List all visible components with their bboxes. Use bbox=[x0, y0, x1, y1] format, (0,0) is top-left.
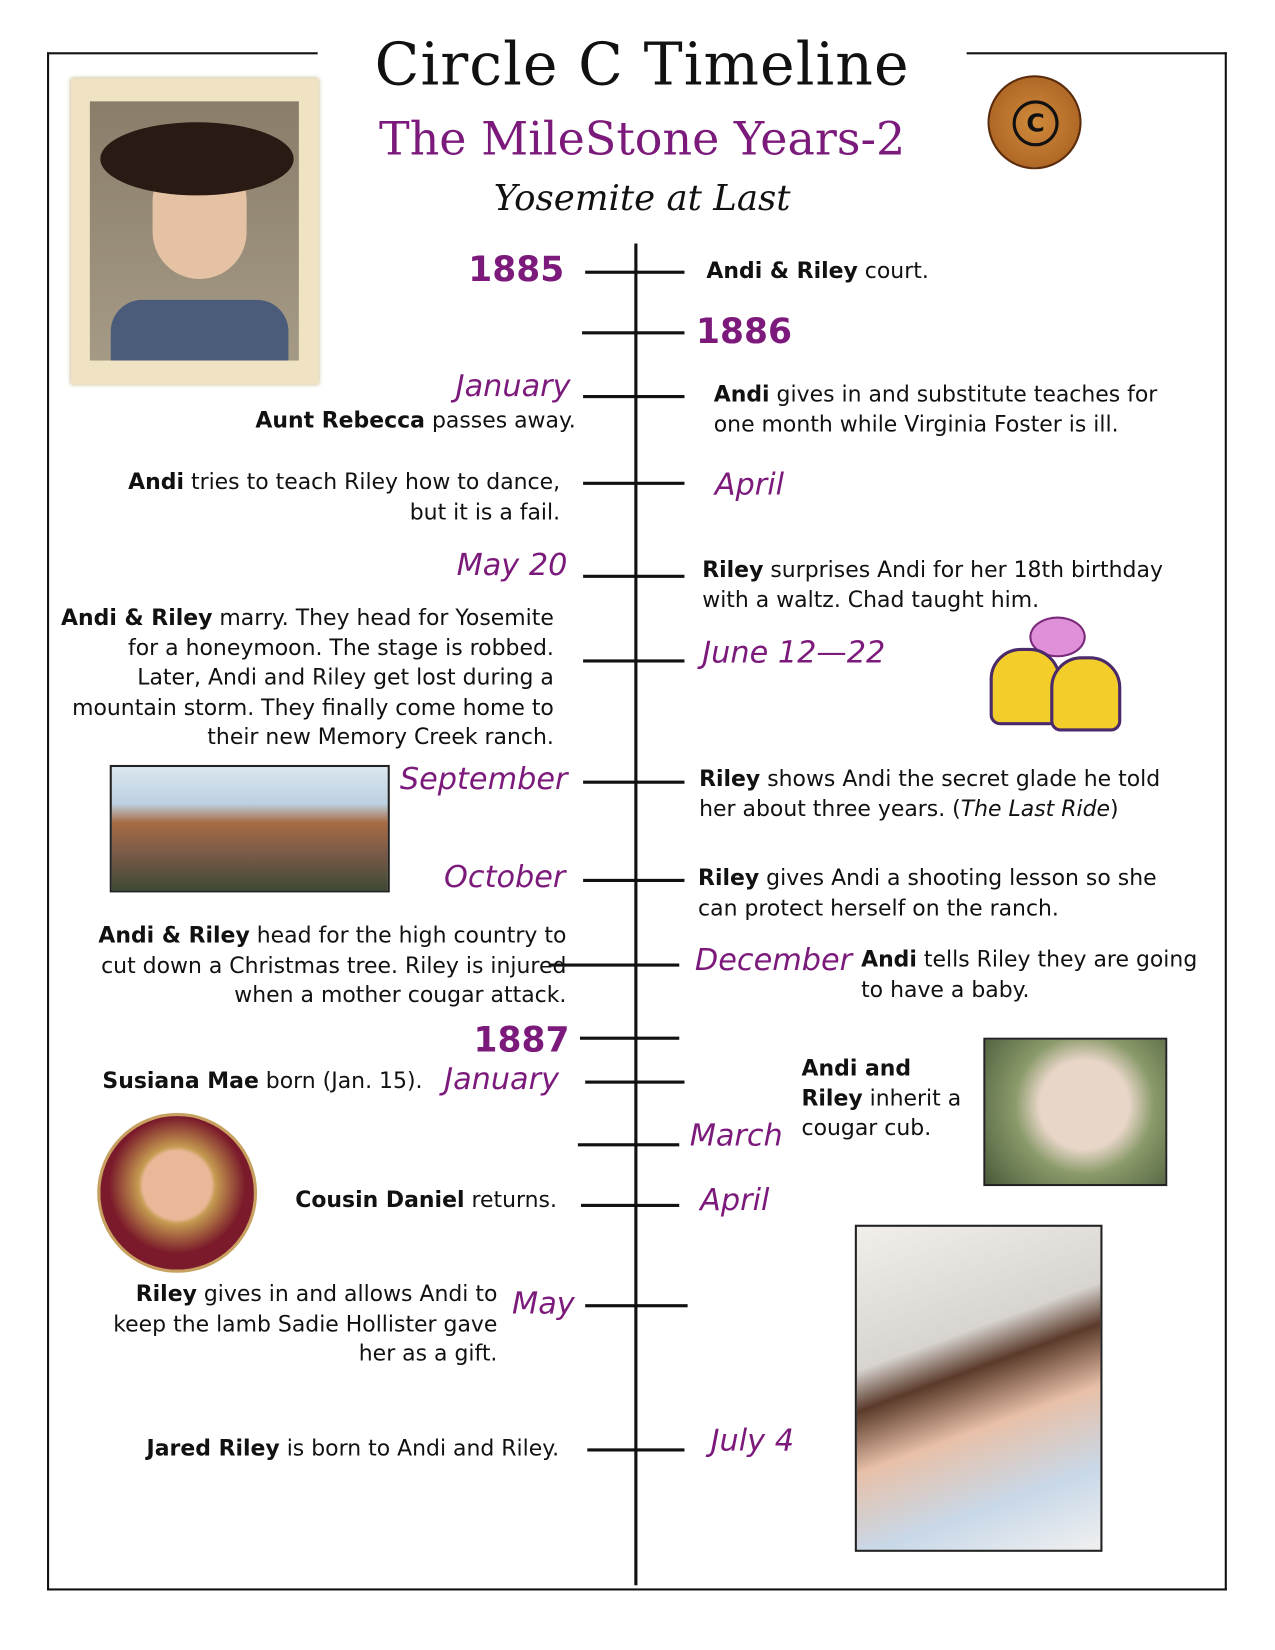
month-label: April bbox=[700, 1181, 770, 1218]
month-label: June 12—22 bbox=[702, 634, 886, 670]
tick bbox=[585, 271, 684, 274]
tick bbox=[585, 1081, 684, 1084]
daniel-portrait bbox=[97, 1113, 257, 1273]
cougar-cub-photo bbox=[983, 1038, 1167, 1186]
event-text: Andi tries to teach Riley how to dance, but it is a fail. bbox=[128, 469, 561, 525]
tick bbox=[578, 1143, 679, 1146]
month-label: January bbox=[444, 1060, 560, 1097]
month-label: December bbox=[694, 941, 853, 978]
mother-baby-photo bbox=[855, 1225, 1103, 1552]
tick bbox=[580, 1037, 679, 1040]
event-text: Andi tells Riley they are going to have a baby. bbox=[861, 946, 1198, 1002]
month-label: September bbox=[399, 760, 568, 797]
year-1886: 1886 bbox=[695, 310, 792, 352]
book-title: Yosemite at Last bbox=[493, 177, 791, 220]
page-subtitle: The MileStone Years-2 bbox=[379, 112, 906, 167]
event-text: Andi gives in and substitute teaches for one month while Virginia Foster is ill. bbox=[713, 381, 1158, 437]
tick bbox=[582, 331, 684, 334]
page-title: Circle C Timeline bbox=[374, 31, 910, 100]
tick bbox=[583, 575, 684, 578]
andi-photo bbox=[71, 78, 319, 384]
event-text: Riley gives in and allows Andi to keep the lamb Sadie Hollister gave her as a gift. bbox=[113, 1281, 498, 1366]
month-label: March bbox=[689, 1117, 783, 1153]
tick bbox=[583, 659, 684, 662]
month-label: May bbox=[512, 1285, 575, 1321]
circle-c-milestones-logo: C bbox=[988, 75, 1082, 169]
timeline-spine bbox=[634, 243, 637, 1585]
tick bbox=[583, 781, 684, 784]
month-label: May 20 bbox=[456, 546, 568, 583]
event-text: Cousin Daniel returns. bbox=[295, 1187, 557, 1213]
event-text: Andi & Riley marry. They head for Yosemite for a honeymoon. The stage is robbed. Later, Andi and Riley get lost during a mountain storm. They finally come home to their new Memory Creek ranch. bbox=[61, 605, 554, 750]
tick bbox=[583, 879, 684, 882]
border bbox=[47, 1588, 1227, 1590]
border bbox=[967, 52, 1227, 54]
border bbox=[47, 52, 49, 1590]
month-label: July 4 bbox=[710, 1422, 795, 1458]
event-text: Jared Riley is born to Andi and Riley. bbox=[146, 1435, 560, 1461]
month-label: October bbox=[444, 858, 566, 895]
year-1885: 1885 bbox=[468, 248, 565, 290]
border bbox=[1225, 52, 1227, 1590]
border bbox=[47, 52, 318, 54]
event-text: Andi & Riley court. bbox=[706, 258, 929, 284]
tick bbox=[585, 1304, 687, 1307]
tick bbox=[581, 1204, 679, 1207]
event-text: Riley gives Andi a shooting lesson so she can protect herself on the ranch. bbox=[698, 865, 1157, 921]
wedding-bells-icon bbox=[988, 617, 1124, 732]
event-text: Andi and Riley inherit a cougar cub. bbox=[801, 1055, 962, 1141]
month-label: April bbox=[714, 466, 785, 502]
event-text: Aunt Rebecca passes away. bbox=[255, 407, 576, 433]
event-text: Susiana Mae born (Jan. 15). bbox=[102, 1067, 423, 1094]
mountain-landscape-photo bbox=[110, 765, 390, 892]
event-text: Riley surprises Andi for her 18th birthday with a waltz. Chad taught him. bbox=[702, 556, 1163, 612]
tick bbox=[587, 1448, 684, 1451]
year-1887: 1887 bbox=[473, 1018, 570, 1060]
month-label: January bbox=[455, 367, 571, 404]
event-text: Riley shows Andi the secret glade he told her about three years. (The Last Ride) bbox=[699, 765, 1161, 821]
tick bbox=[549, 963, 680, 966]
tick bbox=[583, 482, 684, 485]
event-text: Andi & Riley head for the high country to cut down a Christmas tree. Riley is injured when a mother cougar attack. bbox=[98, 922, 567, 1008]
tick bbox=[583, 395, 684, 398]
